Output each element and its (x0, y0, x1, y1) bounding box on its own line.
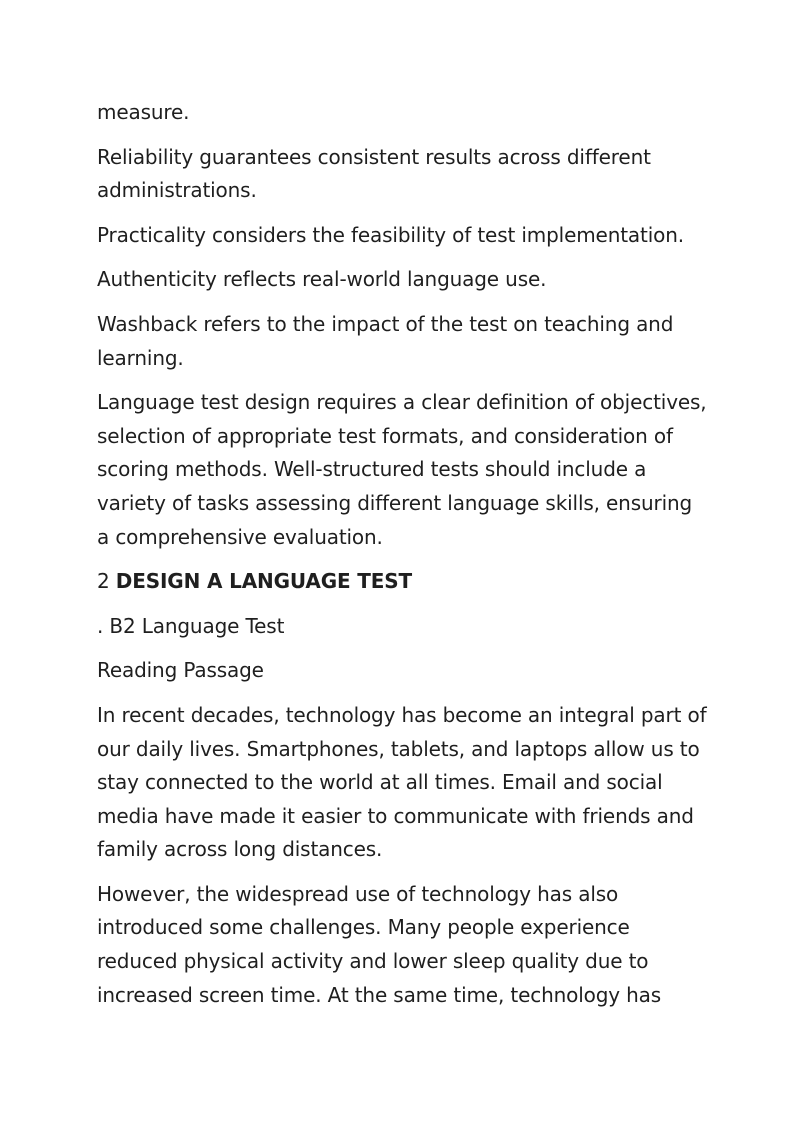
paragraph-practicality: Practicality considers the feasibility of test implementation. (97, 222, 684, 247)
paragraph-test-design: Language test design requires a clear definition of objectives, selection of appropriate test formats, and consideration of scoring methods. Well-structured tests should include a variety of tasks assessing different language skills, ensuring a comprehensive evaluation. (97, 390, 707, 549)
section-heading (97, 565, 707, 599)
paragraph-measure: measure. (97, 100, 190, 124)
section-number: 2 (97, 569, 110, 594)
test-subtitle: . B2 Language Test (97, 613, 285, 638)
document-page (97, 96, 707, 1023)
reading-passage-label: Reading Passage (97, 658, 264, 683)
paragraph-washback: Washback refers to the impact of the test on teaching and learning. (97, 311, 674, 370)
passage-paragraph-1: In recent decades, technology has become an integral part of our daily lives. Smartphones, tablets, and laptops allow us to stay connected to the world at all times. Email and social media have made it easier to communicate with friends and family across long distances. (97, 702, 707, 862)
section-title: DESIGN A LANGUAGE TEST (115, 569, 413, 594)
paragraph-authenticity: Authenticity reflects real-world language use. (97, 267, 547, 292)
paragraph-reliability: Reliability guarantees consistent results across different administrations. (97, 144, 651, 203)
passage-paragraph-2: However, the widespread use of technology has also introduced some challenges. Many people experience reduced physical activity and lower sleep quality due to increased screen time. At the same time, technology has (97, 881, 662, 1007)
